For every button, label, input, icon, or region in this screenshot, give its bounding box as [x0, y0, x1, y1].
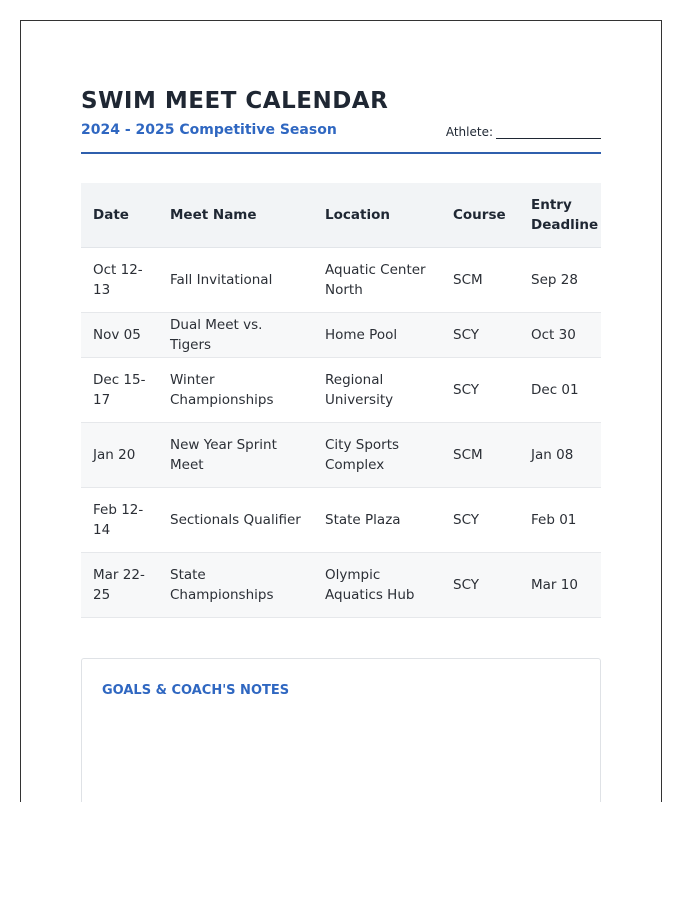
- column-header-course: Course: [441, 183, 519, 248]
- meet-date: Mar 22-25: [81, 553, 158, 618]
- meet-entry-deadline: Oct 30: [519, 313, 601, 358]
- athlete-field: [446, 125, 601, 139]
- meet-schedule-table: [81, 183, 601, 618]
- meet-location: City Sports Complex: [313, 423, 441, 488]
- column-header-entry-deadline: Entry Deadline: [519, 183, 601, 248]
- column-header-location: Location: [313, 183, 441, 248]
- table-row: [81, 358, 601, 423]
- meet-course: SCM: [441, 423, 519, 488]
- meet-location: Regional University: [313, 358, 441, 423]
- meet-name: Fall Invitational: [158, 248, 313, 313]
- meet-name: State Championships: [158, 553, 313, 618]
- meet-location: Olympic Aquatics Hub: [313, 553, 441, 618]
- table-row: [81, 423, 601, 488]
- meet-course: SCY: [441, 488, 519, 553]
- calendar-sheet: [20, 20, 662, 802]
- table-row: [81, 488, 601, 553]
- season-subtitle: 2024 - 2025 Competitive Season: [81, 122, 337, 138]
- meet-entry-deadline: Jan 08: [519, 423, 601, 488]
- meet-date: Nov 05: [81, 313, 158, 358]
- meet-course: SCM: [441, 248, 519, 313]
- meet-entry-deadline: Dec 01: [519, 358, 601, 423]
- meet-date: Feb 12-14: [81, 488, 158, 553]
- meet-name: Sectionals Qualifier: [158, 488, 313, 553]
- column-header-meet-name: Meet Name: [158, 183, 313, 248]
- notes-title: GOALS & COACH'S NOTES: [102, 683, 290, 698]
- meet-date: Dec 15-17: [81, 358, 158, 423]
- meet-course: SCY: [441, 358, 519, 423]
- meet-entry-deadline: Sep 28: [519, 248, 601, 313]
- table-row: [81, 313, 601, 358]
- athlete-blank-line: [496, 128, 601, 139]
- meet-entry-deadline: Mar 10: [519, 553, 601, 618]
- document-header: [81, 88, 601, 154]
- table-row: [81, 553, 601, 618]
- meet-name: Dual Meet vs. Tigers: [158, 313, 313, 358]
- meet-date: Jan 20: [81, 423, 158, 488]
- page-title: SWIM MEET CALENDAR: [81, 88, 389, 114]
- meet-location: Home Pool: [313, 313, 441, 358]
- table-header-row: [81, 183, 601, 248]
- meet-course: SCY: [441, 313, 519, 358]
- athlete-label: Athlete:: [445, 125, 493, 139]
- meet-location: State Plaza: [313, 488, 441, 553]
- column-header-date: Date: [81, 183, 158, 248]
- meet-date: Oct 12-13: [81, 248, 158, 313]
- meet-entry-deadline: Feb 01: [519, 488, 601, 553]
- goals-notes-box[interactable]: [81, 658, 601, 802]
- table-row: [81, 248, 601, 313]
- meet-name: New Year Sprint Meet: [158, 423, 313, 488]
- meet-course: SCY: [441, 553, 519, 618]
- meet-name: Winter Championships: [158, 358, 313, 423]
- meet-location: Aquatic Center North: [313, 248, 441, 313]
